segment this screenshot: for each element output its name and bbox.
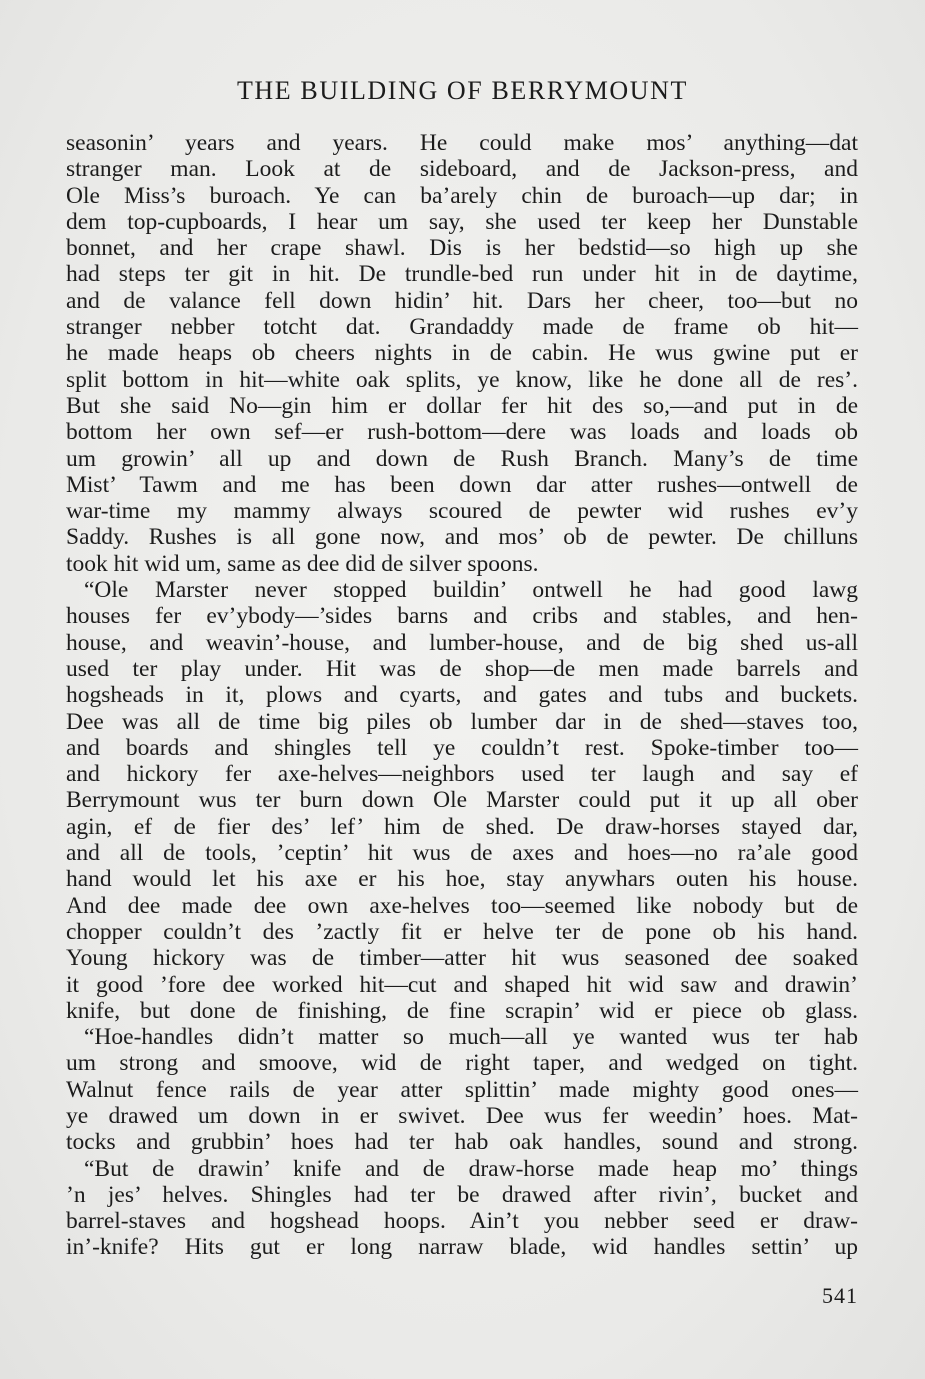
text-line: Berrymount wus ter burn down Ole Marster could put it up all ober — [66, 787, 858, 814]
text-line: Ole Miss’s buroach. Ye can ba’arely chin de buroach—up dar; in — [66, 182, 858, 209]
text-line: bonnet, and her crape shawl. Dis is her bedstid—so high up she — [66, 235, 858, 262]
text-line: hand would let his axe er his hoe, stay anywhars outen his house. — [66, 866, 858, 893]
text-line: had steps ter git in hit. De trundle-bed run under hit in de daytime, — [66, 261, 858, 288]
text-line: houses fer ev’ybody—’sides barns and cribs and stables, and hen- — [66, 603, 858, 630]
text-line: barrel-staves and hogshead hoops. Ain’t you nebber seed er draw- — [66, 1208, 858, 1235]
text-line: Mist’ Tawm and me has been down dar atter rushes—ontwell de — [66, 471, 858, 498]
text-line: he made heaps ob cheers nights in de cabin. He wus gwine put er — [66, 340, 858, 367]
text-line: Young hickory was de timber—atter hit wus seasoned dee soaked — [66, 945, 858, 972]
text-line: um growin’ all up and down de Rush Branch. Many’s de time — [66, 445, 858, 472]
text-line: Dee was all de time big piles ob lumber dar in de shed—staves too, — [66, 708, 858, 735]
text-line: chopper couldn’t des ’zactly fit er helve ter de pone ob his hand. — [66, 918, 858, 945]
body-text — [66, 130, 858, 1261]
text-line: “But de drawin’ knife and de draw-horse made heap mo’ things — [84, 1155, 858, 1182]
text-line: and boards and shingles tell ye couldn’t rest. Spoke-timber too— — [66, 734, 858, 761]
text-line: took hit wid um, same as dee did de silver spoons. — [66, 550, 539, 577]
text-line: dem top-cupboards, I hear um say, she used ter keep her Dunstable — [66, 208, 858, 235]
text-line: hogsheads in it, plows and cyarts, and gates and tubs and buckets. — [66, 682, 858, 709]
text-line: seasonin’ years and years. He could make mos’ anything—dat — [66, 130, 858, 156]
text-line: “Ole Marster never stopped buildin’ ontwell he had good lawg — [84, 577, 858, 604]
text-line: and hickory fer axe-helves—neighbors used ter laugh and say ef — [66, 761, 858, 788]
text-line: tocks and grubbin’ hoes had ter hab oak handles, sound and strong. — [66, 1129, 858, 1156]
text-line: ’n jes’ helves. Shingles had ter be drawed after rivin’, bucket and — [66, 1181, 858, 1208]
running-head: THE BUILDING OF BERRYMOUNT — [236, 76, 689, 105]
text-line: used ter play under. Hit was de shop—de men made barrels and — [66, 655, 858, 682]
text-line: and de valance fell down hidin’ hit. Dars her cheer, too—but no — [66, 287, 858, 314]
text-line: Saddy. Rushes is all gone now, and mos’ ob de pewter. De chilluns — [66, 524, 858, 551]
text-line: But she said No—gin him er dollar fer hit des so,—and put in de — [66, 392, 858, 419]
text-line: agin, ef de fier des’ lef’ him de shed. De draw-horses stayed dar, — [66, 813, 858, 840]
text-line: it good ’fore dee worked hit—cut and shaped hit wid saw and drawin’ — [66, 971, 858, 998]
text-line: “Hoe-handles didn’t matter so much—all ye wanted wus ter hab — [84, 1024, 858, 1051]
text-line: ye drawed um down in er swivet. Dee wus fer weedin’ hoes. Mat- — [66, 1102, 858, 1129]
text-line: war-time my mammy always scoured de pewter wid rushes ev’y — [66, 498, 858, 525]
text-line: in’-knife? Hits gut er long narraw blade, wid handles settin’ up — [66, 1234, 858, 1261]
text-line: And dee made dee own axe-helves too—seemed like nobody but de — [66, 892, 858, 919]
text-line: bottom her own sef—er rush-bottom—dere was loads and loads ob — [66, 419, 858, 446]
text-line: Walnut fence rails de year atter splittin’ made mighty good ones— — [66, 1076, 858, 1103]
text-line: knife, but done de finishing, de fine scrapin’ wid er piece ob glass. — [66, 997, 858, 1024]
text-line: house, and weavin’-house, and lumber-house, and de big shed us-all — [66, 629, 858, 656]
text-line: stranger nebber totcht dat. Grandaddy made de frame ob hit— — [66, 314, 858, 341]
page-number: 541 — [822, 1283, 858, 1308]
text-line: and all de tools, ’ceptin’ hit wus de axes and hoes—no ra’ale good — [66, 840, 858, 867]
text-line: um strong and smoove, wid de right taper, and wedged on tight. — [66, 1050, 858, 1077]
text-line: stranger man. Look at de sideboard, and de Jackson-press, and — [66, 156, 858, 183]
text-line: split bottom in hit—white oak splits, ye know, like he done all de res’. — [66, 366, 858, 393]
